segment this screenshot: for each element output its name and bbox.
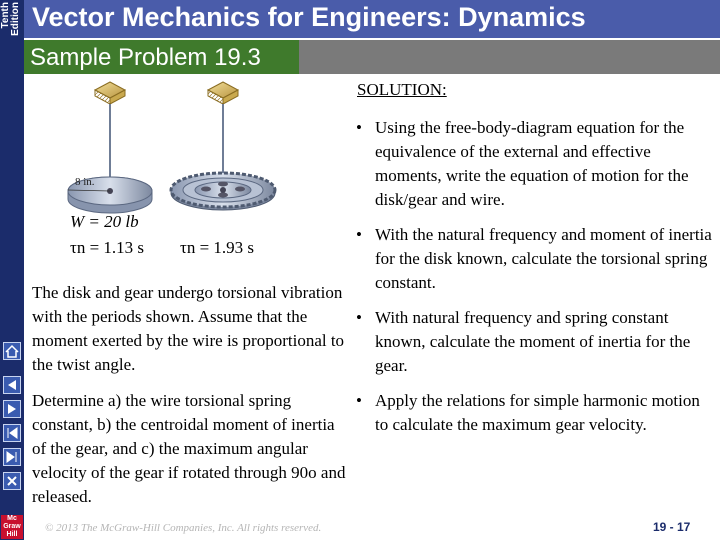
- next-slide-icon[interactable]: [3, 400, 21, 418]
- mcgraw-hill-logo: Mc Graw Hill: [1, 515, 23, 539]
- solution-bullets: [352, 116, 714, 448]
- copyright-notice: © 2013 The McGraw-Hill Companies, Inc. All rights reserved.: [45, 522, 322, 534]
- solution-bullet: • Apply the relations for simple harmonic motion to calculate the maximum gear velocity.: [352, 389, 714, 437]
- gear-icon: [171, 173, 275, 210]
- first-slide-icon[interactable]: [3, 424, 21, 442]
- page-number: 19 - 17: [653, 520, 691, 534]
- problem-title: Sample Problem 19.3: [30, 44, 261, 71]
- home-icon[interactable]: [3, 342, 21, 360]
- disk-period-label: τn = 1.13 s: [70, 238, 145, 257]
- disk-support-icon: [95, 82, 125, 104]
- edition-line1: Tenth: [0, 2, 11, 29]
- gear-support-icon: [208, 82, 238, 104]
- weight-label: W = 20 lb: [70, 212, 139, 231]
- solution-bullet: • With the natural frequency and moment of inertia for the disk known, calculate the torsional spring constant.: [352, 223, 714, 295]
- problem-statement-2: Determine a) the wire torsional spring constant, b) the centroidal moment of inertia of the gear, and c) the maximum angular velocity of the gear if rotated through 90o and released.: [32, 391, 346, 506]
- problem-statement: [32, 281, 350, 521]
- page-title: Vector Mechanics for Engineers: Dynamics: [32, 2, 586, 32]
- edition-line2: Edition: [10, 2, 21, 36]
- solution-bullet: • Using the free-body-diagram equation for the equivalence of the external and effective moments, write the equation of motion for the disk/gear and wire.: [352, 116, 714, 212]
- exit-icon[interactable]: [3, 472, 21, 490]
- previous-slide-icon[interactable]: [3, 376, 21, 394]
- gear-period-label: τn = 1.93 s: [180, 238, 255, 257]
- disk-radius-label: 8 in.: [75, 176, 95, 188]
- problem-statement-1: The disk and gear undergo torsional vibration with the periods shown. Assume that the moment exerted by the wire is proportional to the twist angle.: [32, 283, 345, 374]
- last-slide-icon[interactable]: [3, 448, 21, 466]
- solution-heading: SOLUTION:: [357, 80, 447, 99]
- edition-label: [0, 2, 24, 62]
- solution-bullet: • With natural frequency and spring constant known, calculate the moment of inertia for the gear.: [352, 306, 714, 378]
